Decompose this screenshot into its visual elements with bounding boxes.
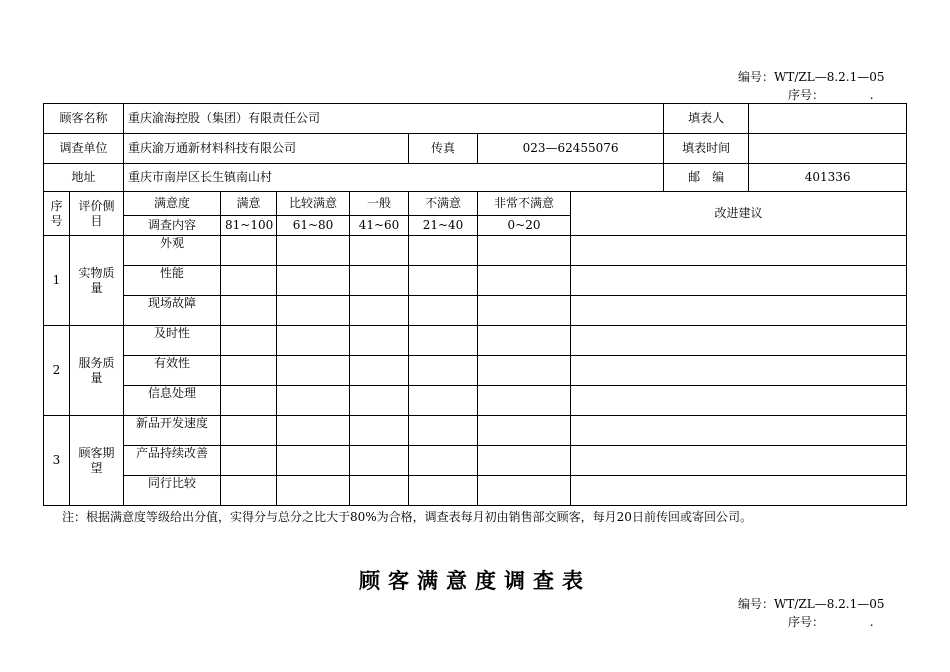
item-label: 现场故障 bbox=[124, 296, 221, 326]
fax-label: 传真 bbox=[409, 134, 478, 164]
rating-cell[interactable] bbox=[350, 236, 409, 266]
fill-time-label: 填表时间 bbox=[664, 134, 749, 164]
rating-cell[interactable] bbox=[350, 386, 409, 416]
filler-label: 填表人 bbox=[664, 104, 749, 134]
suggestion-header: 改进建议 bbox=[571, 192, 907, 236]
fill-time-field[interactable] bbox=[749, 134, 907, 164]
rating-cell[interactable] bbox=[409, 266, 478, 296]
rating-cell[interactable] bbox=[277, 296, 350, 326]
content-header: 调查内容 bbox=[124, 216, 221, 236]
rating-cell[interactable] bbox=[478, 386, 571, 416]
table-row bbox=[44, 326, 907, 356]
fax-field[interactable]: 023—62455076 bbox=[478, 134, 664, 164]
rating-cell[interactable] bbox=[478, 356, 571, 386]
page-title: 顾客满意度调查表 bbox=[359, 568, 591, 593]
form-code: 编号：WT/ZL—8.2.1—05 bbox=[738, 70, 885, 84]
serial-number-bottom: 序号： . bbox=[788, 615, 874, 629]
rating-cell[interactable] bbox=[277, 326, 350, 356]
rating-cell[interactable] bbox=[350, 296, 409, 326]
rating-cell[interactable] bbox=[221, 416, 277, 446]
address-field[interactable]: 重庆市南岸区长生镇南山村 bbox=[124, 164, 664, 192]
item-label: 及时性 bbox=[124, 326, 221, 356]
level-label-very-dissatisfied: 非常不满意 bbox=[478, 192, 571, 216]
suggestion-cell[interactable] bbox=[571, 476, 907, 506]
suggestion-cell[interactable] bbox=[571, 326, 907, 356]
customer-name-field[interactable]: 重庆渝海控股（集团）有限责任公司 bbox=[124, 104, 664, 134]
rating-cell[interactable] bbox=[221, 356, 277, 386]
footnote: 注：根据满意度等级给出分值，实得分与总分之比大于80%为合格，调查表每月初由销售部交顾客，每月20日前传回或寄回公司。 bbox=[62, 510, 752, 524]
rating-cell[interactable] bbox=[277, 446, 350, 476]
rating-cell[interactable] bbox=[350, 326, 409, 356]
item-label: 信息处理 bbox=[124, 386, 221, 416]
level-label-satisfied: 满意 bbox=[221, 192, 277, 216]
rating-cell[interactable] bbox=[350, 266, 409, 296]
rating-cell[interactable] bbox=[409, 326, 478, 356]
level-label-fairly-satisfied: 比较满意 bbox=[277, 192, 350, 216]
postcode-label: 邮 编 bbox=[664, 164, 749, 192]
rating-cell[interactable] bbox=[350, 446, 409, 476]
suggestion-cell[interactable] bbox=[571, 446, 907, 476]
satisfaction-header: 满意度 bbox=[124, 192, 221, 216]
level-range-average: 41~60 bbox=[350, 216, 409, 236]
rating-cell[interactable] bbox=[409, 416, 478, 446]
rating-cell[interactable] bbox=[221, 266, 277, 296]
suggestion-cell[interactable] bbox=[571, 296, 907, 326]
unit-name-field[interactable]: 重庆渝万通新材料科技有限公司 bbox=[124, 134, 409, 164]
unit-label: 调查单位 bbox=[44, 134, 124, 164]
rating-cell[interactable] bbox=[409, 476, 478, 506]
level-label-average: 一般 bbox=[350, 192, 409, 216]
rating-cell[interactable] bbox=[409, 446, 478, 476]
table-row bbox=[44, 446, 907, 476]
group-aspect: 实物质量 bbox=[70, 236, 124, 326]
address-label: 地址 bbox=[44, 164, 124, 192]
rating-cell[interactable] bbox=[221, 476, 277, 506]
header-row-1 bbox=[44, 192, 907, 216]
rating-cell[interactable] bbox=[478, 476, 571, 506]
postcode-field[interactable]: 401336 bbox=[749, 164, 907, 192]
item-label: 新品开发速度 bbox=[124, 416, 221, 446]
suggestion-cell[interactable] bbox=[571, 356, 907, 386]
rating-cell[interactable] bbox=[277, 266, 350, 296]
group-number: 3 bbox=[44, 416, 70, 506]
survey-table bbox=[43, 103, 907, 506]
table-row bbox=[44, 296, 907, 326]
group-aspect: 顾客期望 bbox=[70, 416, 124, 506]
form-code-bottom: 编号：WT/ZL—8.2.1—05 bbox=[738, 597, 885, 611]
serial-number: 序号： . bbox=[788, 88, 874, 102]
rating-cell[interactable] bbox=[478, 326, 571, 356]
suggestion-cell[interactable] bbox=[571, 236, 907, 266]
item-label: 同行比较 bbox=[124, 476, 221, 506]
group-aspect: 服务质量 bbox=[70, 326, 124, 416]
rating-cell[interactable] bbox=[277, 476, 350, 506]
rating-cell[interactable] bbox=[221, 446, 277, 476]
table-row bbox=[44, 386, 907, 416]
customer-label: 顾客名称 bbox=[44, 104, 124, 134]
address-row bbox=[44, 164, 907, 192]
item-label: 有效性 bbox=[124, 356, 221, 386]
table-row bbox=[44, 356, 907, 386]
rating-cell[interactable] bbox=[221, 296, 277, 326]
rating-cell[interactable] bbox=[277, 416, 350, 446]
level-range-very-dissatisfied: 0~20 bbox=[478, 216, 571, 236]
rating-cell[interactable] bbox=[221, 326, 277, 356]
rating-cell[interactable] bbox=[478, 296, 571, 326]
rating-cell[interactable] bbox=[277, 236, 350, 266]
table-row bbox=[44, 266, 907, 296]
customer-row bbox=[44, 104, 907, 134]
level-range-fairly-satisfied: 61~80 bbox=[277, 216, 350, 236]
level-range-dissatisfied: 21~40 bbox=[409, 216, 478, 236]
rating-cell[interactable] bbox=[478, 446, 571, 476]
aspect-header: 评价侧目 bbox=[70, 192, 124, 236]
item-label: 产品持续改善 bbox=[124, 446, 221, 476]
rating-cell[interactable] bbox=[221, 386, 277, 416]
table-row bbox=[44, 416, 907, 446]
rating-cell[interactable] bbox=[277, 386, 350, 416]
rating-cell[interactable] bbox=[350, 356, 409, 386]
seq-header: 序号 bbox=[44, 192, 70, 236]
suggestion-cell[interactable] bbox=[571, 416, 907, 446]
rating-cell[interactable] bbox=[409, 236, 478, 266]
rating-cell[interactable] bbox=[221, 236, 277, 266]
unit-row bbox=[44, 134, 907, 164]
rating-cell[interactable] bbox=[478, 236, 571, 266]
item-label: 外观 bbox=[124, 236, 221, 266]
rating-cell[interactable] bbox=[409, 356, 478, 386]
table-row bbox=[44, 236, 907, 266]
filler-field[interactable] bbox=[749, 104, 907, 134]
rating-cell[interactable] bbox=[478, 266, 571, 296]
rating-cell[interactable] bbox=[478, 416, 571, 446]
rating-cell[interactable] bbox=[350, 476, 409, 506]
rating-cell[interactable] bbox=[409, 386, 478, 416]
rating-cell[interactable] bbox=[409, 296, 478, 326]
table-row bbox=[44, 476, 907, 506]
suggestion-cell[interactable] bbox=[571, 266, 907, 296]
level-label-dissatisfied: 不满意 bbox=[409, 192, 478, 216]
item-label: 性能 bbox=[124, 266, 221, 296]
group-number: 1 bbox=[44, 236, 70, 326]
rating-cell[interactable] bbox=[350, 416, 409, 446]
rating-cell[interactable] bbox=[277, 356, 350, 386]
level-range-satisfied: 81~100 bbox=[221, 216, 277, 236]
suggestion-cell[interactable] bbox=[571, 386, 907, 416]
group-number: 2 bbox=[44, 326, 70, 416]
